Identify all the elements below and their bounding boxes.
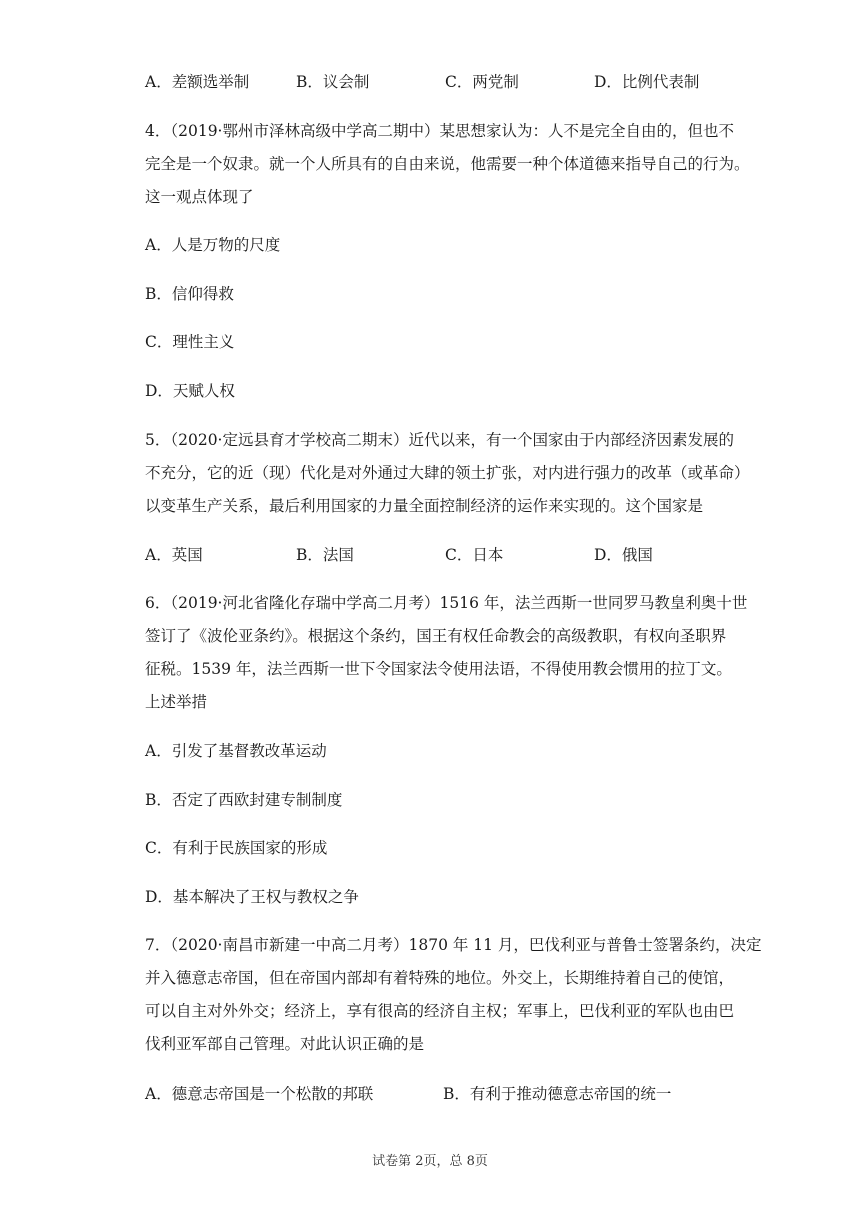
q7-stem-line-2: 并入德意志帝国，但在帝国内部却有着特殊的地位。外交上，长期维持着自己的使馆， — [145, 969, 735, 987]
page-footer: 试卷第 2页，总 8页 — [372, 1154, 488, 1169]
q7-option-a: A．德意志帝国是一个松散的邦联 — [145, 1085, 374, 1103]
q7-stem-line-3: 可以自主对外外交；经济上，享有很高的经济自主权；军事上，巴伐利亚的军队也由巴 — [145, 1002, 735, 1020]
q5-stem-line-2: 不充分，它的近（现）代化是对外通过大肆的领土扩张，对内进行强力的改革（或革命） — [145, 464, 750, 482]
q7-option-b: B．有利于推动德意志帝国的统一 — [443, 1085, 672, 1103]
q5-option-a: A．英国 — [145, 546, 203, 564]
q4-option-a: A．人是万物的尺度 — [145, 236, 281, 254]
q4-stem-line-3: 这一观点体现了 — [145, 188, 254, 206]
q6-option-a: A．引发了基督教改革运动 — [145, 742, 327, 760]
q3-option-a: A．差额选举制 — [145, 73, 250, 91]
q7-stem-line-4: 伐利亚军部自己管理。对此认识正确的是 — [145, 1035, 425, 1053]
q4-stem-line-1: 4．（2019·鄂州市泽林高级中学高二期中）某思想家认为：人不是完全自由的，但也不 — [145, 122, 734, 140]
q6-option-b: B．否定了西欧封建专制制度 — [145, 791, 343, 809]
q4-option-c: C．理性主义 — [145, 333, 235, 351]
q4-option-d: D．天赋人权 — [145, 382, 235, 400]
q6-stem-line-2: 签订了《波伦亚条约》。根据这个条约，国王有权任命教会的高级教职，有权向圣职界 — [145, 627, 727, 645]
q5-option-d: D．俄国 — [594, 546, 653, 564]
q3-option-c: C．两党制 — [445, 73, 519, 91]
q4-option-b: B．信仰得救 — [145, 285, 234, 303]
q5-stem-line-3: 以变革生产关系，最后利用国家的力量全面控制经济的运作来实现的。这个国家是 — [145, 497, 704, 515]
q6-stem-line-4: 上述举措 — [145, 693, 208, 711]
q6-option-d: D．基本解决了王权与教权之争 — [145, 888, 359, 906]
q7-stem-line-1: 7．（2020·南昌市新建一中高二月考）1870 年 11 月，巴伐利亚与普鲁士签署条约，决定 — [145, 936, 762, 954]
q5-option-b: B．法国 — [296, 546, 354, 564]
q6-option-c: C．有利于民族国家的形成 — [145, 839, 328, 857]
q6-stem-line-1: 6．（2019·河北省隆化存瑞中学高二月考）1516 年，法兰西斯一世同罗马教皇利奥十世 — [145, 594, 748, 612]
q6-stem-line-3: 征税。1539 年，法兰西斯一世下令国家法令使用法语，不得使用教会惯用的拉丁文。 — [145, 660, 732, 678]
q3-option-b: B．议会制 — [296, 73, 370, 91]
q4-stem-line-2: 完全是一个奴隶。就一个人所具有的自由来说，他需要一种个体道德来指导自己的行为。 — [145, 155, 750, 173]
q3-option-d: D．比例代表制 — [594, 73, 700, 91]
q5-stem-line-1: 5．（2020·定远县育才学校高二期末）近代以来，有一个国家由于内部经济因素发展的 — [145, 431, 734, 449]
q5-option-c: C．日本 — [445, 546, 504, 564]
